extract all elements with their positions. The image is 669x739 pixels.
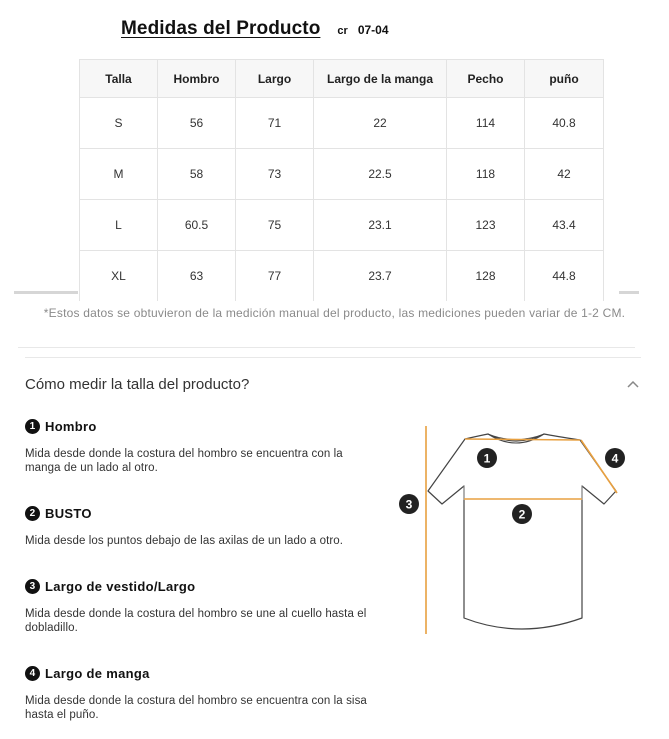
- marker-2-label: 2: [518, 507, 526, 522]
- shoulder-measure-line: [465, 439, 580, 440]
- table-cell: 128: [447, 251, 525, 302]
- table-cell: 63: [158, 251, 236, 302]
- measure-item-largo-manga: [25, 666, 370, 722]
- table-scrollbar[interactable]: [14, 291, 639, 294]
- table-cell: 71: [236, 98, 314, 149]
- measure-item-heading: [25, 579, 370, 594]
- table-cell: XL: [80, 251, 158, 302]
- measure-item-hombro: [25, 419, 370, 475]
- scrollbar-right-segment[interactable]: [619, 291, 639, 294]
- table-cell: 43.4: [525, 200, 604, 251]
- measure-item-title: Largo de manga: [45, 666, 150, 681]
- table-header-row: [80, 60, 604, 98]
- table-cell: 75: [236, 200, 314, 251]
- table-cell: 40.8: [525, 98, 604, 149]
- t-shirt-diagram-icon: [396, 418, 636, 642]
- table-cell: 123: [447, 200, 525, 251]
- measure-item-title: BUSTO: [45, 506, 92, 521]
- t-shirt-outline: [428, 434, 616, 629]
- marker-3-label: 3: [405, 497, 413, 512]
- size-table: [79, 59, 604, 301]
- table-cell: 23.7: [314, 251, 447, 302]
- measure-item-title: Largo de vestido/Largo: [45, 579, 196, 594]
- marker-4-label: 4: [611, 451, 619, 466]
- measure-item-description: Mida desde los puntos debajo de las axilas de un lado a otro.: [25, 535, 344, 547]
- col-header-pecho: Pecho: [447, 60, 525, 98]
- marker-4: [605, 448, 625, 468]
- col-header-largo: Largo: [236, 60, 314, 98]
- measure-item-description: Mida desde donde la costura del hombro se encuentra con la sisa hasta el puño.: [25, 695, 367, 721]
- title-row: [121, 18, 389, 40]
- measure-item-title: Hombro: [45, 419, 97, 434]
- section-divider: [18, 347, 635, 348]
- table-cell: 22.5: [314, 149, 447, 200]
- table-cell: 60.5: [158, 200, 236, 251]
- measure-item-largo: [25, 579, 370, 635]
- table-cell: M: [80, 149, 158, 200]
- table-cell: 114: [447, 98, 525, 149]
- table-cell: 77: [236, 251, 314, 302]
- product-code-value: 07-04: [357, 23, 389, 37]
- measurement-note: *Estos datos se obtuvieron de la medición manual del producto, las mediciones pueden variar de 1-2 CM.: [43, 306, 626, 320]
- table-cell: 23.1: [314, 200, 447, 251]
- table-row: [80, 200, 604, 251]
- measure-item-description: Mida desde donde la costura del hombro se encuentra con la manga de un lado al otro.: [25, 448, 343, 474]
- col-header-largo-manga: Largo de la manga: [314, 60, 447, 98]
- number-badge: 2: [25, 506, 40, 521]
- chevron-up-icon[interactable]: [625, 377, 641, 393]
- accordion-top-divider: [25, 357, 641, 358]
- table-row: [80, 98, 604, 149]
- cr-label: cr: [337, 25, 348, 37]
- scrollbar-left-segment[interactable]: [14, 291, 78, 294]
- table-cell: 42: [525, 149, 604, 200]
- product-code: [337, 23, 388, 37]
- measure-item-busto: [25, 506, 370, 548]
- col-header-puno: puño: [525, 60, 604, 98]
- col-header-hombro: Hombro: [158, 60, 236, 98]
- number-badge: 1: [25, 419, 40, 434]
- measure-item-heading: [25, 666, 370, 681]
- table-cell: S: [80, 98, 158, 149]
- marker-3: [399, 494, 419, 514]
- col-header-talla: Talla: [80, 60, 158, 98]
- marker-1: [477, 448, 497, 468]
- how-to-measure-title: Cómo medir la talla del producto?: [25, 376, 250, 393]
- table-cell: 44.8: [525, 251, 604, 302]
- table-cell: 22: [314, 98, 447, 149]
- table-row: [80, 149, 604, 200]
- table-cell: 118: [447, 149, 525, 200]
- table-cell: L: [80, 200, 158, 251]
- how-to-measure-header[interactable]: [25, 376, 641, 393]
- measure-item-heading: [25, 419, 370, 434]
- marker-1-label: 1: [483, 451, 491, 466]
- number-badge: 4: [25, 666, 40, 681]
- measure-item-description: Mida desde donde la costura del hombro se une al cuello hasta el dobladillo.: [25, 608, 367, 634]
- marker-2: [512, 504, 532, 524]
- measure-item-heading: [25, 506, 370, 521]
- page-title: Medidas del Producto: [121, 18, 321, 39]
- table-cell: 56: [158, 98, 236, 149]
- number-badge: 3: [25, 579, 40, 594]
- table-cell: 58: [158, 149, 236, 200]
- table-cell: 73: [236, 149, 314, 200]
